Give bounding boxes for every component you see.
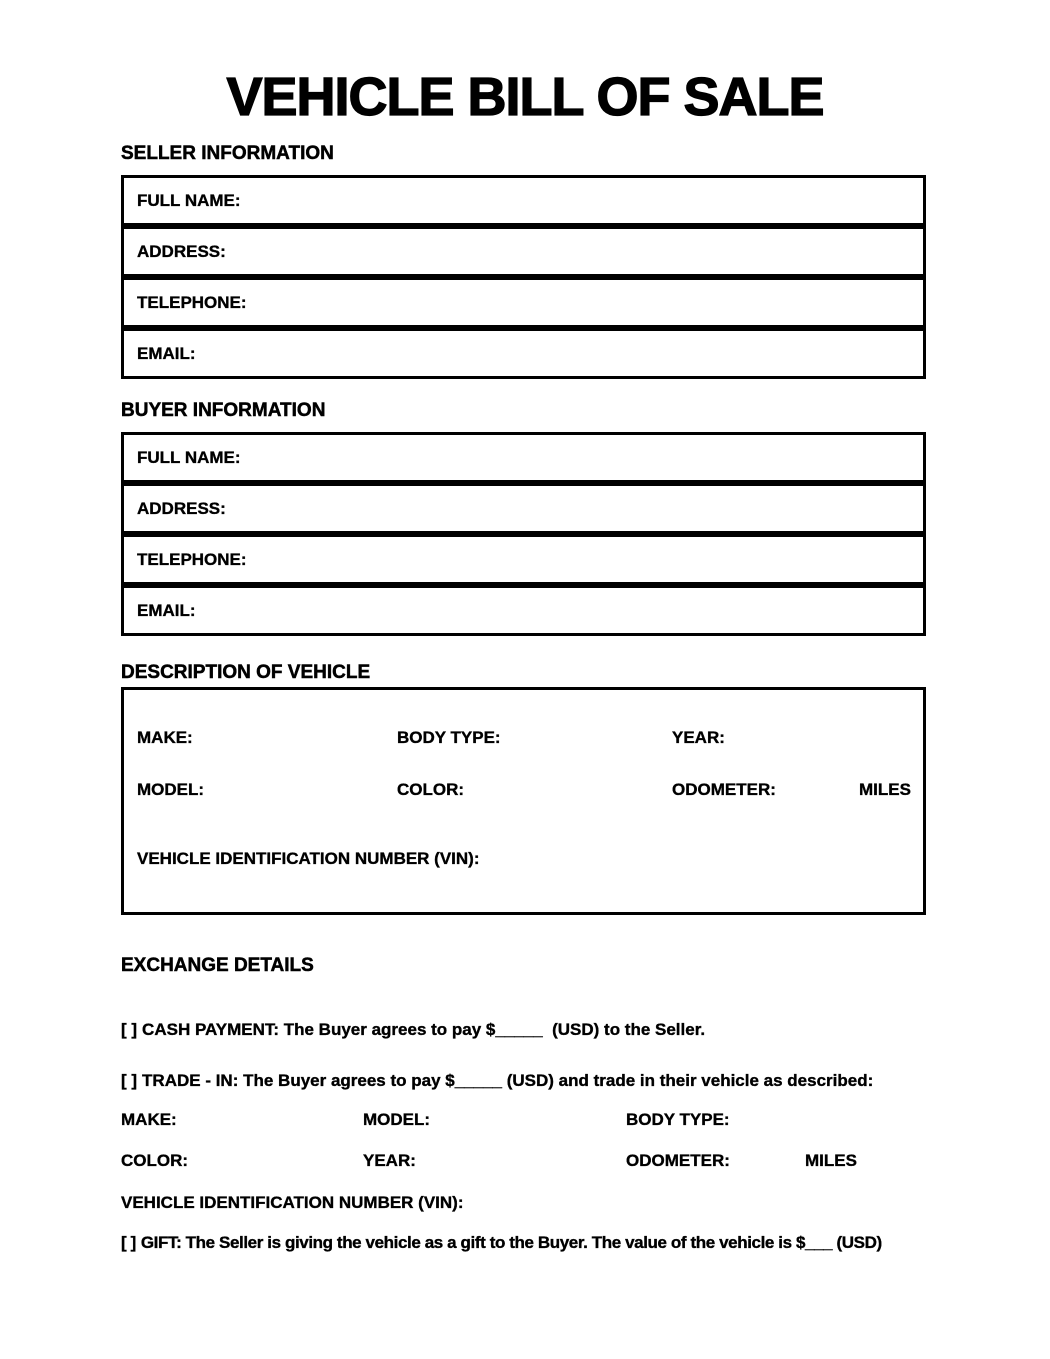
- trade-vin-label: VEHICLE IDENTIFICATION NUMBER (VIN):: [121, 1193, 464, 1212]
- seller-address-value[interactable]: [226, 229, 923, 274]
- buyer-full-name-value[interactable]: [241, 435, 923, 480]
- trade-color-label: COLOR:: [121, 1151, 189, 1170]
- gift-text: GIFT: The Seller is giving the vehicle as a gift to the Buyer. The value of the vehicle is $___ (USD): [140, 1233, 882, 1252]
- buyer-info-box: [121, 432, 926, 636]
- seller-telephone-label: TELEPHONE:: [137, 292, 247, 312]
- seller-full-name-label: FULL NAME:: [137, 190, 241, 210]
- trade-in-line: [121, 1071, 873, 1091]
- buyer-email-row[interactable]: [121, 585, 926, 636]
- buyer-address-label: ADDRESS:: [137, 498, 226, 518]
- trade-model-label: MODEL:: [363, 1110, 431, 1129]
- vehicle-section-heading: DESCRIPTION OF VEHICLE: [121, 662, 371, 683]
- trade-body-type-label: BODY TYPE:: [626, 1110, 730, 1129]
- vehicle-color-label: COLOR:: [397, 780, 465, 799]
- buyer-telephone-label: TELEPHONE:: [137, 549, 247, 569]
- seller-email-label: EMAIL:: [137, 343, 196, 363]
- cash-payment-checkbox[interactable]: [ ]: [121, 1020, 138, 1039]
- vehicle-description-box[interactable]: [121, 687, 926, 915]
- seller-info-box: [121, 175, 926, 379]
- seller-telephone-value[interactable]: [247, 280, 923, 325]
- buyer-section-heading: BUYER INFORMATION: [121, 400, 326, 421]
- seller-full-name-row[interactable]: [121, 175, 926, 226]
- buyer-full-name-label: FULL NAME:: [137, 447, 241, 467]
- seller-email-value[interactable]: [196, 331, 923, 376]
- gift-checkbox[interactable]: [ ]: [121, 1233, 136, 1252]
- buyer-email-label: EMAIL:: [137, 600, 196, 620]
- vehicle-model-label: MODEL:: [137, 780, 205, 799]
- trade-in-checkbox[interactable]: [ ]: [121, 1071, 138, 1090]
- buyer-email-value[interactable]: [196, 588, 923, 633]
- trade-year-label: YEAR:: [363, 1151, 416, 1170]
- seller-address-row[interactable]: [121, 226, 926, 277]
- vehicle-year-label: YEAR:: [672, 728, 725, 747]
- trade-make-label: MAKE:: [121, 1110, 177, 1129]
- buyer-full-name-row[interactable]: [121, 432, 926, 483]
- document-title: VEHICLE BILL OF SALE: [226, 67, 824, 127]
- cash-payment-text: CASH PAYMENT: The Buyer agrees to pay $_____ (USD) to the Seller.: [142, 1020, 706, 1039]
- exchange-section-heading: EXCHANGE DETAILS: [121, 955, 314, 976]
- seller-telephone-row[interactable]: [121, 277, 926, 328]
- gift-line: [121, 1233, 882, 1253]
- trade-in-text: TRADE - IN: The Buyer agrees to pay $_____ (USD) and trade in their vehicle as described:: [142, 1071, 874, 1090]
- buyer-address-row[interactable]: [121, 483, 926, 534]
- buyer-telephone-value[interactable]: [247, 537, 923, 582]
- buyer-address-value[interactable]: [226, 486, 923, 531]
- buyer-telephone-row[interactable]: [121, 534, 926, 585]
- trade-odometer-label: ODOMETER:: [626, 1151, 730, 1170]
- seller-email-row[interactable]: [121, 328, 926, 379]
- seller-full-name-value[interactable]: [241, 178, 923, 223]
- cash-payment-line: [121, 1020, 705, 1040]
- seller-address-label: ADDRESS:: [137, 241, 226, 261]
- vehicle-miles-label: MILES: [859, 780, 911, 799]
- vehicle-body-type-label: BODY TYPE:: [397, 728, 501, 747]
- vehicle-odometer-label: ODOMETER:: [672, 780, 776, 799]
- vehicle-vin-label: VEHICLE IDENTIFICATION NUMBER (VIN):: [137, 849, 480, 868]
- trade-miles-label: MILES: [805, 1151, 857, 1170]
- seller-section-heading: SELLER INFORMATION: [121, 143, 334, 164]
- vehicle-make-label: MAKE:: [137, 728, 193, 747]
